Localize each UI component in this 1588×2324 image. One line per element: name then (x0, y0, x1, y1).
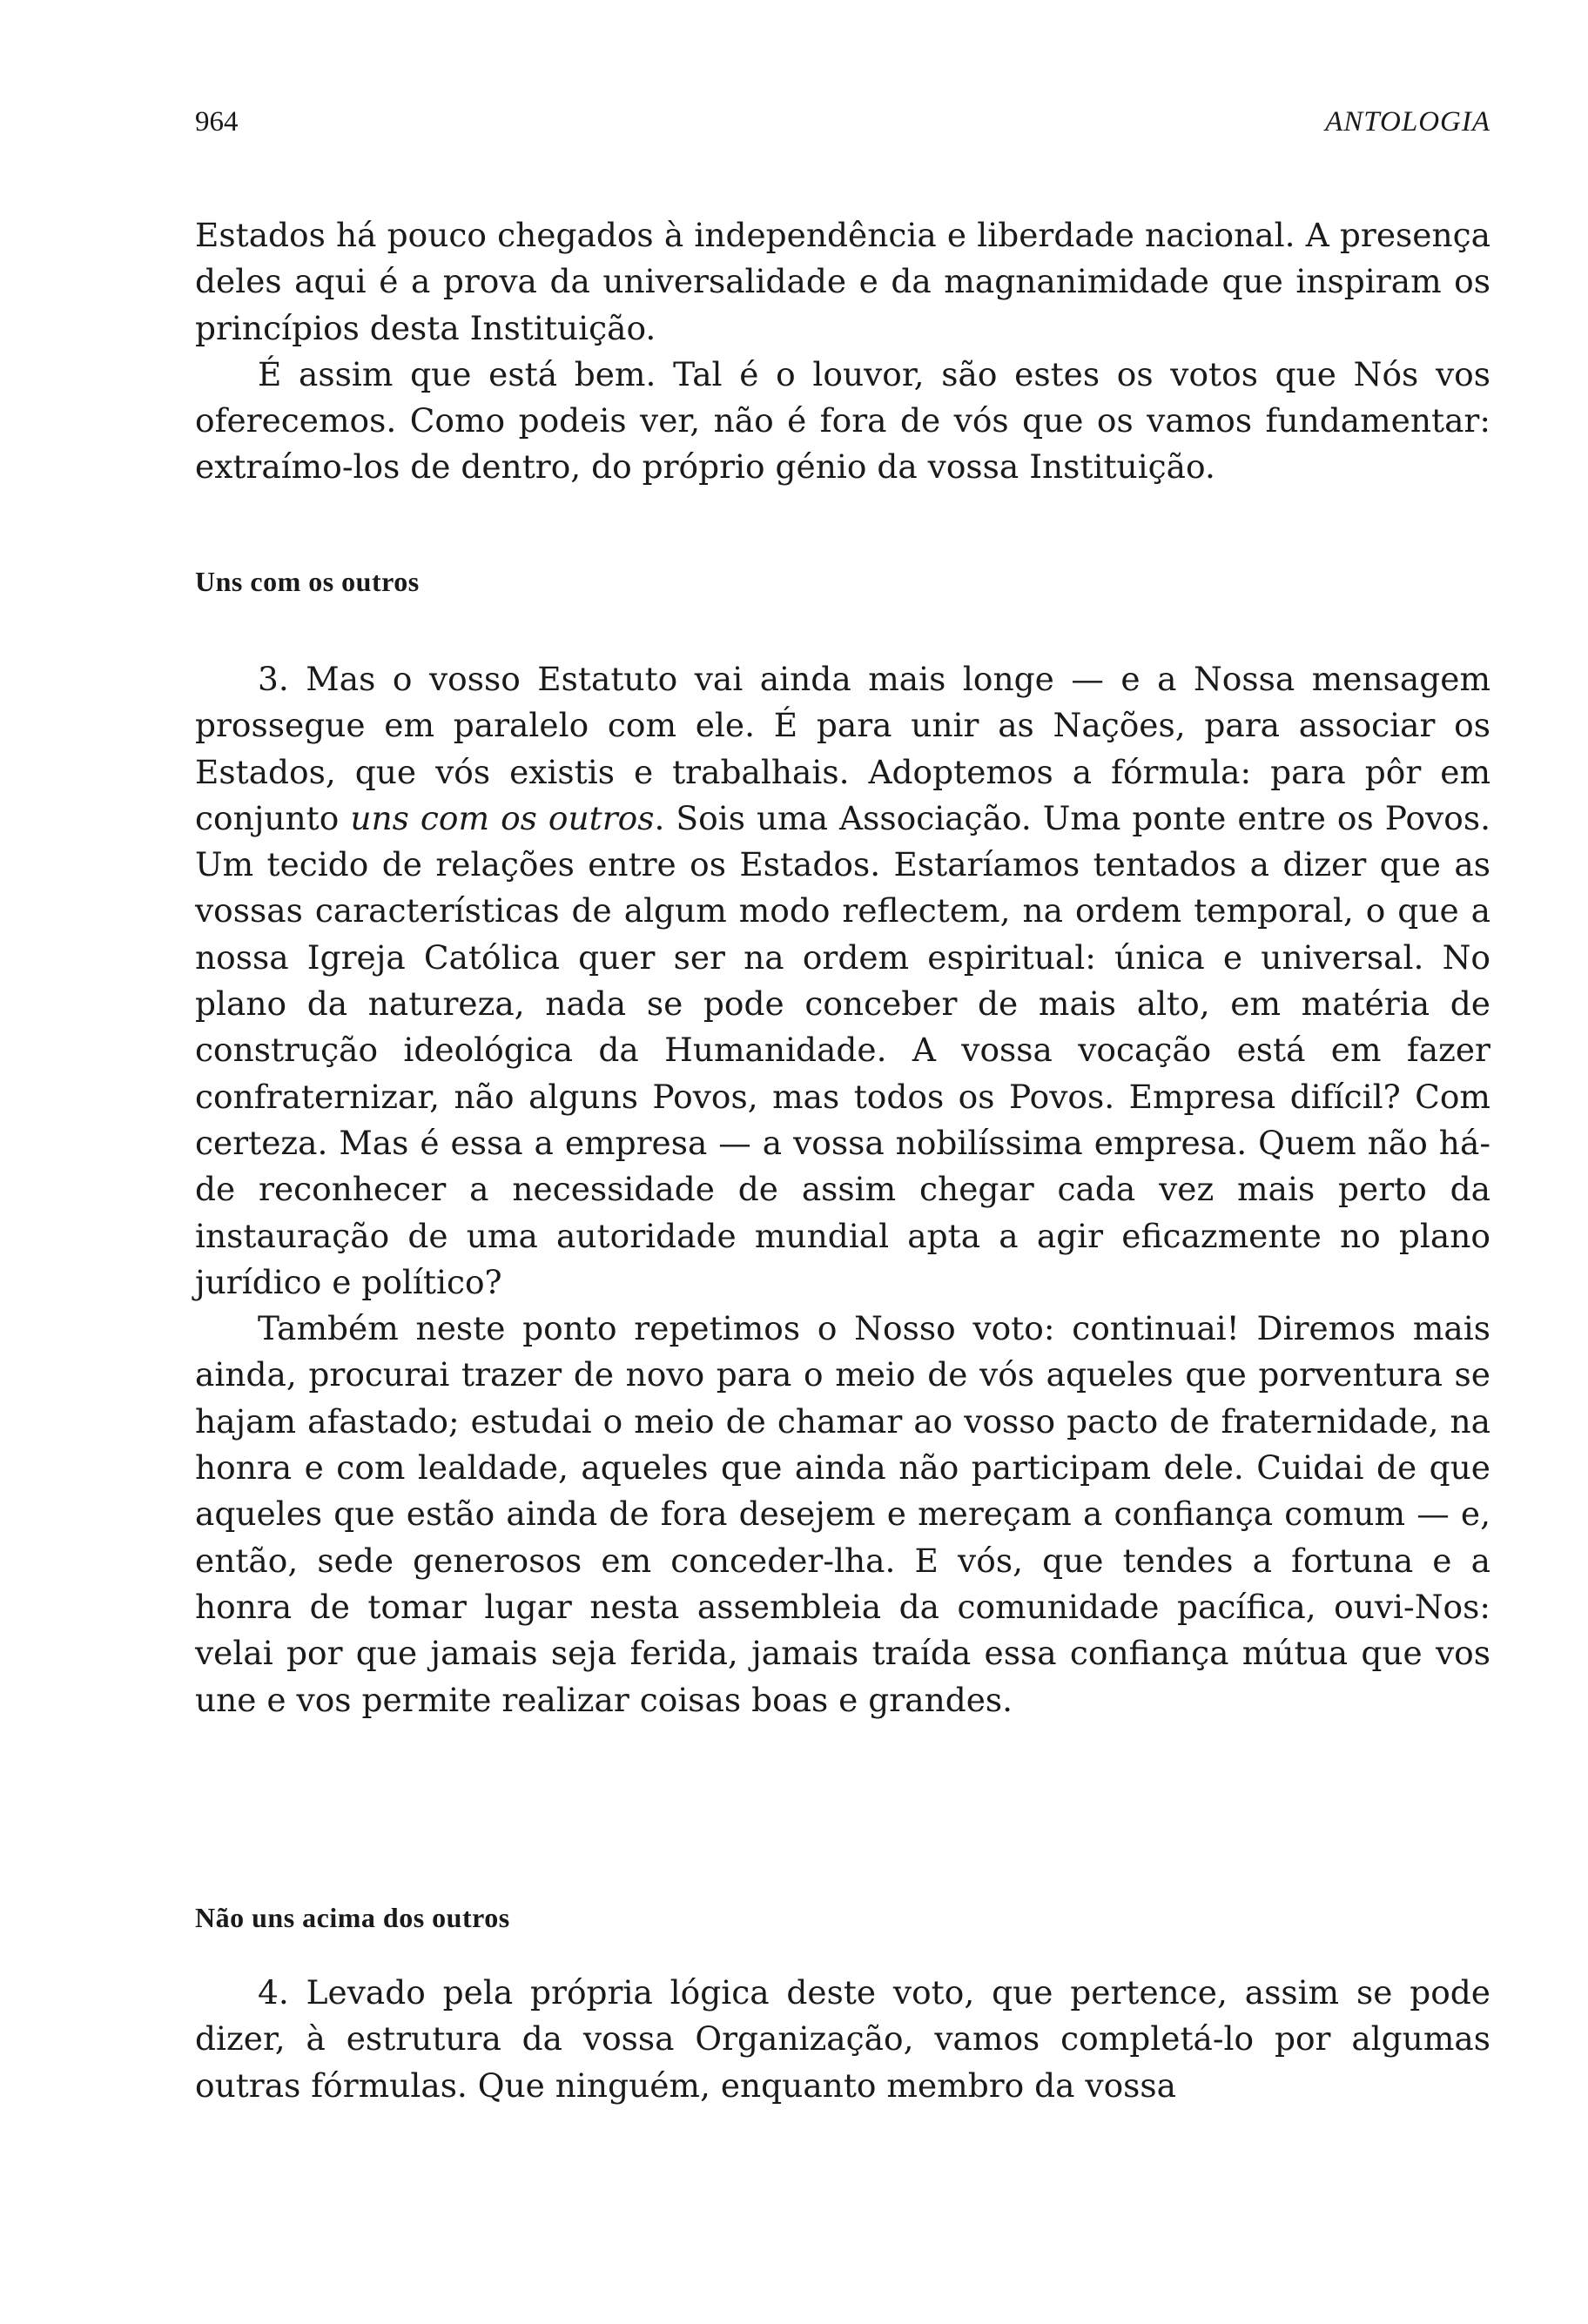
text-run: . Sois uma Associação. Uma ponte entre os Povos. Um tecido de relações entre os Estados. Estaríamos tentados a dizer que as vossas características de algum modo reflectem, na ordem temporal, o que a nossa Igreja Católica quer ser na ordem espiritual: única e universal. No plano da natureza, nada se pode conceber de mais alto, em matéria de construção ideológica da Humanidade. A vossa vocação está em fazer confraternizar, não alguns Povos, mas todos os Povos. Empresa difícil? Com certeza. Mas é essa a empresa — a vossa nobilíssima empresa. Quem não há-de reconhecer a necessidade de assim chegar cada vez mais perto da instauração de uma autoridade mundial apta a agir eficazmente no plano jurídico e político? (195, 798, 1490, 1301)
text-run: 3. Mas o vosso Estatuto vai ainda mais longe — e a Nossa mensagem prossegue em paralelo com ele. É para unir as Nações, para associar os Estados, que vós existis e trabalhais. Adoptemos a fórmula: para pôr em conjunto (195, 660, 1490, 837)
page-number: 964 (195, 106, 239, 138)
paragraph: Estados há pouco chegados à independência e liberdade nacional. A presença deles aqui é a prova da universalidade e da magnanimidade que inspiram os princípios desta Instituição. (195, 216, 1490, 347)
section-heading: Uns com os outros (195, 566, 420, 597)
paragraph: É assim que está bem. Tal é o louvor, são estes os votos que Nós vos oferecemos. Como podeis ver, não é fora de vós que os vamos fundamentar: extraímo-los de dentro, do próprio génio da vossa Instituição. (195, 354, 1490, 487)
running-title: ANTOLOGIA (1325, 106, 1490, 138)
italic-phrase: uns com os outros (350, 798, 655, 837)
paragraph: 4. Levado pela própria lógica deste voto, que pertence, assim se pode dizer, à estrutura da vossa Organização, vamos completá-lo por algumas outras fórmulas. Que ninguém, enquanto membro da vossa (195, 1973, 1490, 2105)
section-text-block (195, 656, 1490, 1723)
paragraph: Também neste ponto repetimos o Nosso voto: continuai! Diremos mais ainda, procurai trazer de novo para o meio de vós aqueles que porventura se hajam afastado; estudai o meio de chamar ao vosso pacto de fraternidade, na honra e com lealdade, aqueles que ainda não participam dele. Cuidai de que aqueles que estão ainda de fora desejem e mereçam a confiança comum — e, então, sede generosos em conceder-lha. E vós, que tendes a fortuna e a honra de tomar lugar nesta assembleia da comunidade pacífica, ouvi-Nos: velai por que jamais seja ferida, jamais traída essa confiança mútua que vos une e vos permite realizar coisas boas e grandes. (195, 1309, 1490, 1719)
intro-text-block (195, 212, 1490, 491)
paragraph (195, 656, 1490, 1306)
running-head (195, 106, 1490, 150)
section-text-block (195, 1970, 1490, 2109)
section-heading: Não uns acima dos outros (195, 1902, 510, 1933)
